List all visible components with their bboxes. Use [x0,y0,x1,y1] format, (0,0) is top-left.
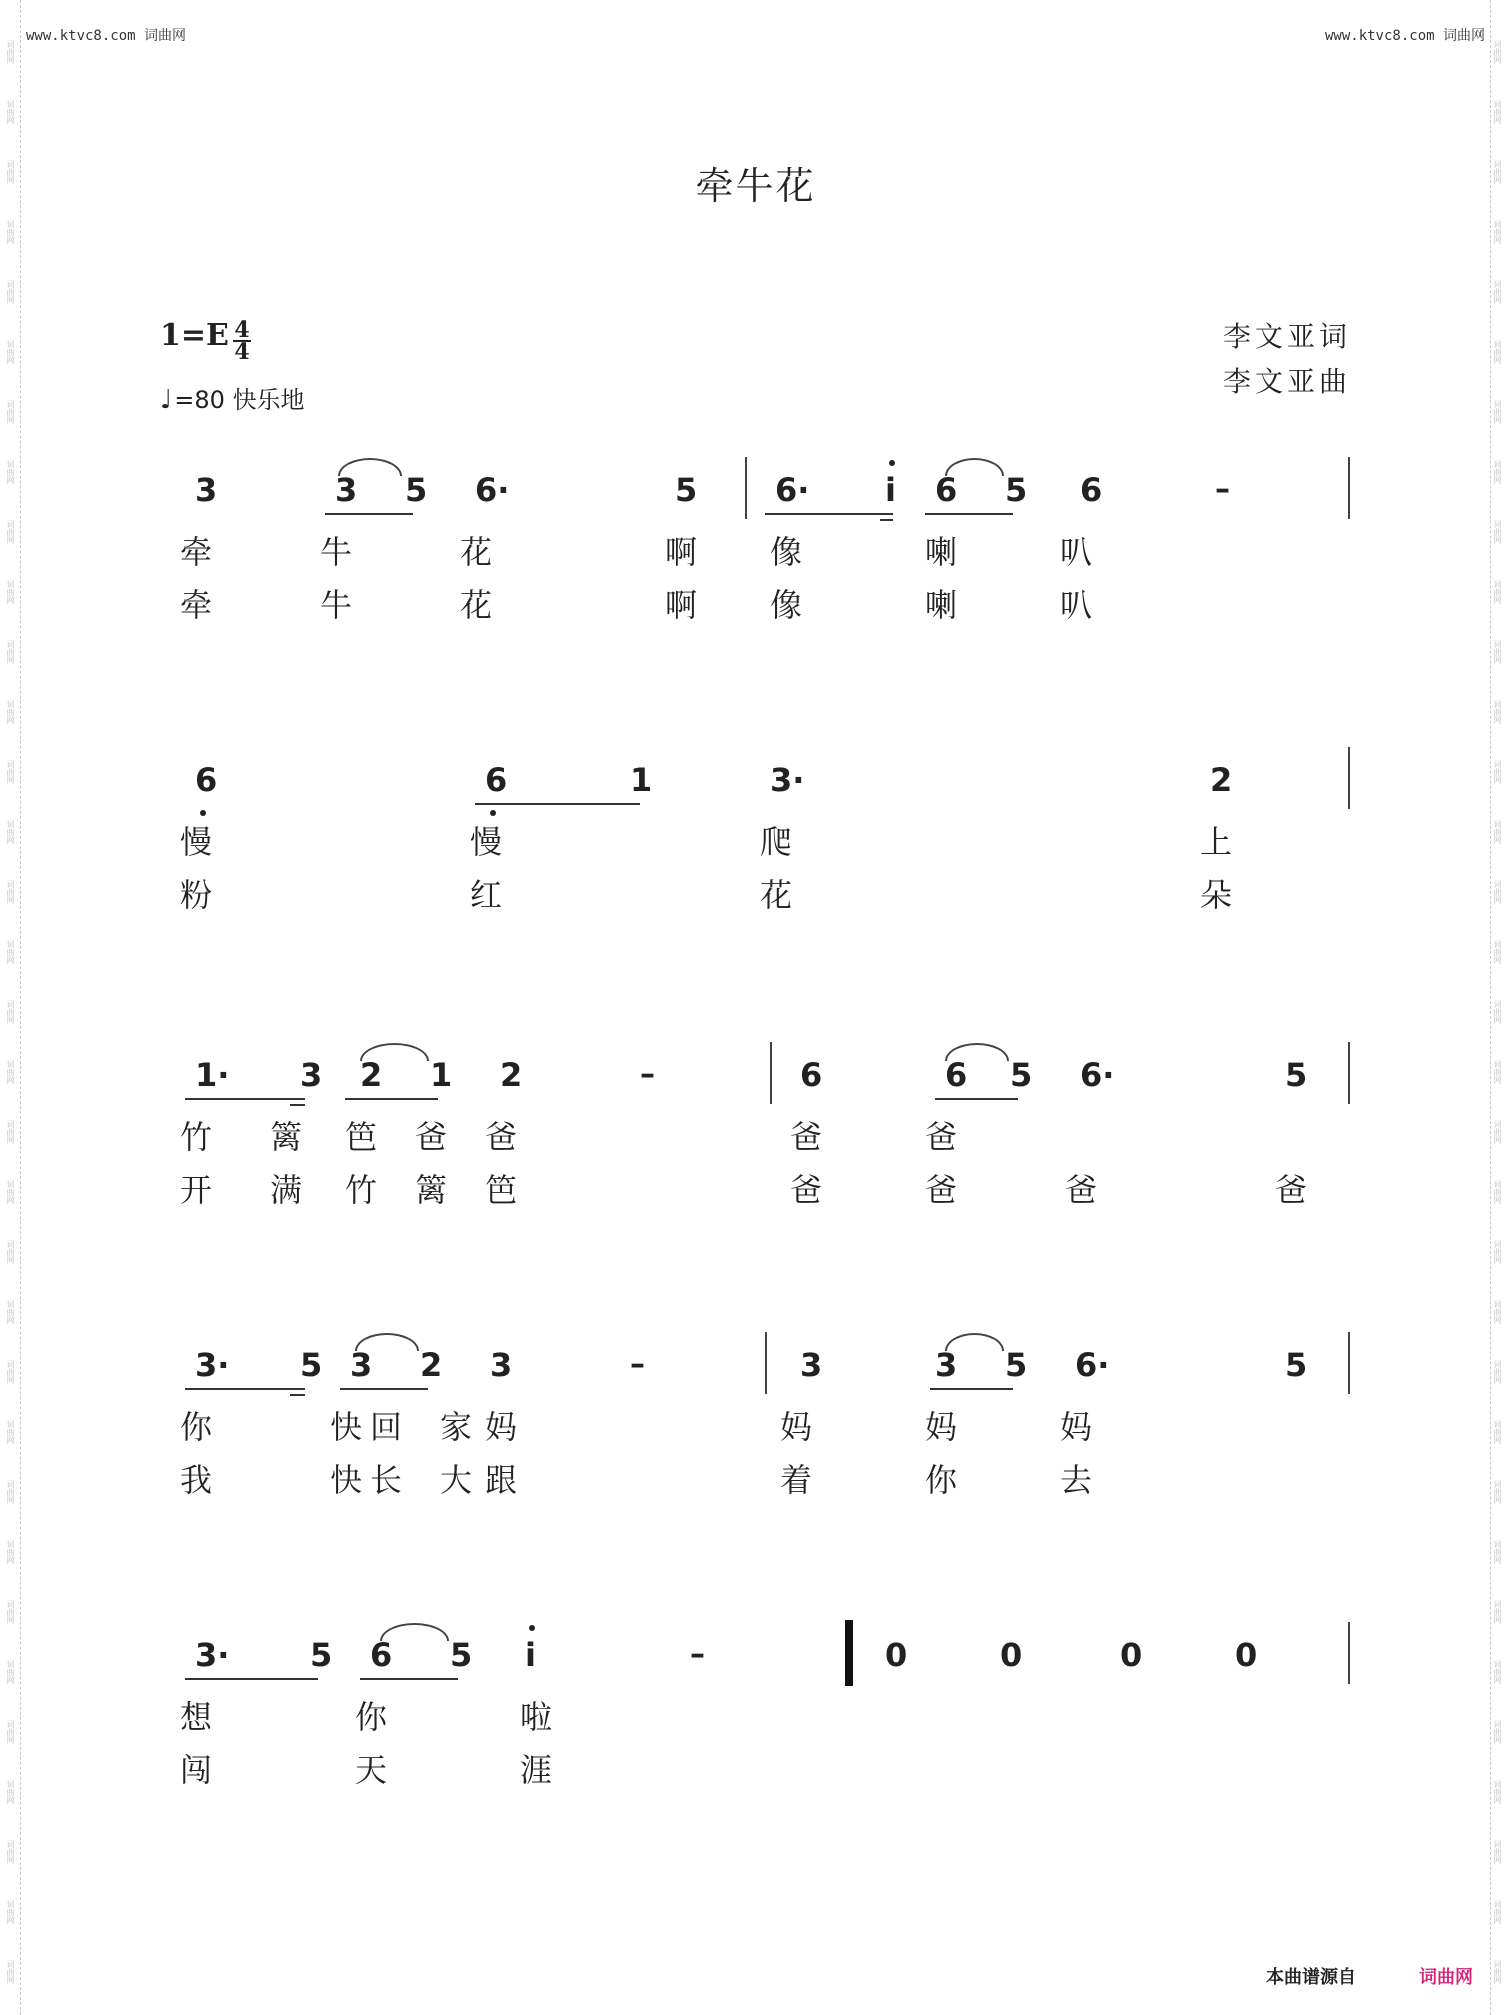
lyric-verse-1: 爸 [485,1118,518,1156]
beam-underline [925,513,1013,515]
rail-watermark: 词曲网 [1493,1720,1502,1744]
jianpu-note: 5 [300,1346,323,1384]
lyric-verse-1: 妈 [925,1408,958,1446]
jianpu-note: 6 [945,1056,968,1094]
lyric-verse-1: 花 [460,533,493,571]
slur-arc [945,1043,1009,1061]
jianpu-note: 3 [490,1346,513,1384]
rail-watermark: 词曲网 [1493,760,1502,784]
jianpu-note: 6 [485,761,508,799]
beam-underline [340,1388,428,1390]
rail-watermark: 词曲网 [6,1840,15,1864]
lyric-verse-1: 妈 [1060,1408,1093,1446]
jianpu-note: 5 [1005,471,1028,509]
rail-watermark: 词曲网 [1493,520,1502,544]
jianpu-note: 3 [935,1346,958,1384]
lyric-verse-2: 爸 [1275,1171,1308,1209]
beam-underline [930,1388,1013,1390]
jianpu-note: 1· [195,1056,230,1094]
rail-watermark: 词曲网 [6,1240,15,1264]
jianpu-note: 5 [405,471,428,509]
rail-watermark: 词曲网 [1493,220,1502,244]
sustain-dash: – [630,1347,645,1382]
lyric-verse-1: 爸 [790,1118,823,1156]
lyric-verse-1: 妈 [780,1408,813,1446]
lyric-verse-1: 爸 [415,1118,448,1156]
rail-watermark: 词曲网 [1493,1780,1502,1804]
rail-watermark: 词曲网 [6,520,15,544]
footer-source: 本曲谱源自 [1266,1967,1356,1988]
barline [770,1042,772,1104]
rail-watermark: 词曲网 [1493,880,1502,904]
lyric-verse-1: 上 [1200,823,1233,861]
time-signature-top: 4 [234,317,250,343]
jianpu-note: 3 [300,1056,323,1094]
lyric-verse-2: 涯 [520,1751,553,1789]
lyric-verse-2: 去 [1060,1461,1093,1499]
beam-underline [475,803,640,805]
rail-watermark: 词曲网 [1493,1660,1502,1684]
lyric-verse-2: 篱 [415,1171,448,1209]
beam-underline [185,1678,318,1680]
beam-underline [360,1678,458,1680]
header-right [1325,25,1485,45]
rail-watermark: 词曲网 [1493,40,1502,64]
lyric-verse-1: 牛 [320,533,353,571]
rail-watermark: 词曲网 [6,1780,15,1804]
rail-watermark: 词曲网 [6,400,15,424]
lyric-verse-2: 快 [330,1461,363,1499]
slur-arc [360,1043,429,1061]
rail-watermark: 词曲网 [1493,1540,1502,1564]
lyric-verse-2: 大 [440,1461,473,1499]
composer-credit: 李文亚曲 [1222,365,1351,398]
lyric-verse-1: 想 [180,1698,213,1736]
rail-watermark: 词曲网 [6,1060,15,1084]
lyric-verse-1: 牵 [180,533,213,571]
jianpu-note: 3 [800,1346,823,1384]
rail-watermark: 词曲网 [6,760,15,784]
lyric-verse-1: 回 [370,1408,403,1446]
slur-arc [380,1623,449,1641]
lyric-verse-1: 你 [180,1408,213,1446]
lyric-verse-2: 花 [760,876,793,914]
jianpu-note: 0 [1120,1636,1143,1674]
rail-watermark: 词曲网 [1493,1240,1502,1264]
jianpu-note: 5 [1285,1056,1308,1094]
slur-arc [338,458,402,476]
tempo-mood: 快乐地 [232,386,305,414]
lyric-verse-1: 啦 [520,1698,553,1736]
octave-dot-below [200,810,206,816]
barline [765,1332,767,1394]
lyric-verse-1: 竹 [180,1118,213,1156]
lyric-verse-2: 我 [180,1461,213,1499]
key-signature: 1=E [160,318,229,353]
sustain-dash: – [1215,472,1230,507]
quarter-note-icon: ♩ [160,385,173,415]
tempo-marking [160,380,305,415]
jianpu-note: 3 [335,471,358,509]
jianpu-note: 2 [420,1346,443,1384]
rail-watermark: 词曲网 [1493,640,1502,664]
rail-watermark: 词曲网 [1493,1300,1502,1324]
rail-watermark: 词曲网 [6,1900,15,1924]
rail-watermark: 词曲网 [6,1120,15,1144]
rail-watermark: 词曲网 [6,1180,15,1204]
rail-watermark: 词曲网 [1493,700,1502,724]
rail-watermark: 词曲网 [1493,1180,1502,1204]
rail-watermark: 词曲网 [6,940,15,964]
barline [1348,747,1350,809]
sustain-dash: – [690,1637,705,1672]
lyric-verse-2: 满 [270,1171,303,1209]
lyric-verse-2: 粉 [180,876,213,914]
slur-arc [355,1333,419,1351]
header-left-site[interactable]: 词曲网 [144,28,187,44]
rail-watermark: 词曲网 [1493,820,1502,844]
lyric-verse-1: 篱 [270,1118,303,1156]
score-system [0,1635,1511,1789]
jianpu-note: 5 [450,1636,473,1674]
lyric-verse-2: 朵 [1200,876,1233,914]
beam-underline [765,513,893,515]
rail-watermark: 词曲网 [6,1480,15,1504]
jianpu-note: 6 [1080,471,1103,509]
rail-watermark: 词曲网 [1493,400,1502,424]
rail-watermark: 词曲网 [6,1360,15,1384]
jianpu-note: i [885,471,896,509]
lyric-verse-2: 花 [460,586,493,624]
lyric-verse-2: 闯 [180,1751,213,1789]
jianpu-note: 5 [310,1636,333,1674]
score-system [0,470,1511,624]
beam-underline-double [880,519,893,521]
beam-underline [185,1098,305,1100]
rail-watermark: 词曲网 [1493,100,1502,124]
barline [1348,1042,1350,1104]
octave-dot-below [490,810,496,816]
rail-watermark: 词曲网 [6,640,15,664]
barline [745,457,747,519]
lyric-verse-2: 牛 [320,586,353,624]
lyric-verse-2: 喇 [925,586,958,624]
slur-arc [945,1333,1004,1351]
jianpu-note: 6 [195,761,218,799]
jianpu-note: 1 [430,1056,453,1094]
jianpu-note: 6· [775,471,810,509]
lyric-verse-2: 开 [180,1171,213,1209]
rail-watermark: 词曲网 [6,1000,15,1024]
octave-dot-above [529,1625,535,1631]
lyric-verse-1: 你 [355,1698,388,1736]
rail-watermark: 词曲网 [6,1300,15,1324]
barline [1348,1622,1350,1684]
lyric-verse-2: 你 [925,1461,958,1499]
rail-watermark: 词曲网 [1493,1900,1502,1924]
jianpu-note: 5 [1010,1056,1033,1094]
rail-watermark: 词曲网 [6,1540,15,1564]
time-signature-bottom: 4 [234,339,250,365]
lyric-verse-2: 像 [770,586,803,624]
lyric-verse-1: 笆 [345,1118,378,1156]
jianpu-note: 3· [195,1346,230,1384]
rail-watermark: 词曲网 [1493,1960,1502,1984]
jianpu-note: 3· [195,1636,230,1674]
lyric-verse-2: 爸 [925,1171,958,1209]
rail-watermark: 词曲网 [6,1660,15,1684]
rail-watermark: 词曲网 [6,1420,15,1444]
lyric-verse-1: 慢 [180,823,213,861]
rail-watermark: 词曲网 [6,340,15,364]
beam-underline [185,1388,305,1390]
header-left-url[interactable]: www.ktvc8.com [26,28,136,44]
octave-dot-above [889,460,895,466]
lyric-verse-1: 像 [770,533,803,571]
jianpu-note: 0 [1235,1636,1258,1674]
lyric-verse-1: 爸 [925,1118,958,1156]
lyric-verse-2: 啊 [665,586,698,624]
barline [1348,1332,1350,1394]
rail-watermark: 词曲网 [6,280,15,304]
time-signature [233,317,251,365]
jianpu-note: 0 [885,1636,908,1674]
rail-watermark: 词曲网 [1493,1480,1502,1504]
rail-watermark: 词曲网 [6,880,15,904]
rail-watermark: 词曲网 [6,100,15,124]
header-left [26,25,186,45]
lyric-verse-2: 红 [470,876,503,914]
lyric-verse-1: 快 [330,1408,363,1446]
jianpu-note: 6· [475,471,510,509]
rail-watermark: 词曲网 [6,700,15,724]
jianpu-note: 5 [1005,1346,1028,1384]
jianpu-note: 6 [800,1056,823,1094]
lyric-verse-1: 啊 [665,533,698,571]
jianpu-note: 3 [195,471,218,509]
rail-watermark: 词曲网 [1493,1600,1502,1624]
rail-watermark: 词曲网 [6,40,15,64]
lyric-verse-2: 爸 [1065,1171,1098,1209]
jianpu-note: 1 [630,761,653,799]
jianpu-note: 3· [770,761,805,799]
lyric-verse-2: 牵 [180,586,213,624]
sustain-dash: – [640,1057,655,1092]
lyric-verse-2: 爸 [790,1171,823,1209]
lyric-verse-1: 家 [440,1408,473,1446]
rail-watermark: 词曲网 [1493,460,1502,484]
jianpu-note: 6· [1080,1056,1115,1094]
jianpu-note: 6 [935,471,958,509]
rail-watermark: 词曲网 [6,460,15,484]
rail-watermark: 词曲网 [6,1960,15,1984]
header-right-url[interactable]: www.ktvc8.com [1324,28,1435,44]
jianpu-note: 2 [1210,761,1233,799]
jianpu-note: 6· [1075,1346,1110,1384]
lyric-verse-2: 跟 [485,1461,518,1499]
rail-watermark: 词曲网 [6,1600,15,1624]
rail-watermark: 词曲网 [1493,280,1502,304]
beam-underline-double [290,1104,305,1106]
jianpu-note: 6 [370,1636,393,1674]
beam-underline [345,1098,438,1100]
rail-watermark: 词曲网 [1493,1120,1502,1144]
rail-watermark: 词曲网 [6,580,15,604]
jianpu-note: i [525,1636,536,1674]
rail-watermark: 词曲网 [1493,1420,1502,1444]
lyric-verse-1: 慢 [470,823,503,861]
jianpu-note: 3 [350,1346,373,1384]
rail-watermark: 词曲网 [1493,340,1502,364]
jianpu-note: 5 [1285,1346,1308,1384]
rail-watermark: 词曲网 [1493,1840,1502,1864]
jianpu-note: 2 [500,1056,523,1094]
lyric-verse-2: 笆 [485,1171,518,1209]
rail-watermark: 词曲网 [1493,1360,1502,1384]
lyric-verse-1: 爬 [760,823,793,861]
beam-underline-double [290,1394,305,1396]
jianpu-note: 0 [1000,1636,1023,1674]
lyric-verse-1: 喇 [925,533,958,571]
header-right-site[interactable]: 词曲网 [1443,28,1485,44]
lyric-verse-1: 妈 [485,1408,518,1446]
rail-watermark: 词曲网 [1493,160,1502,184]
slur-arc [945,458,1004,476]
rail-watermark: 词曲网 [1493,1000,1502,1024]
rail-watermark: 词曲网 [6,820,15,844]
rail-watermark: 词曲网 [1493,940,1502,964]
lyric-verse-2: 长 [370,1461,403,1499]
tempo-value: =80 [174,386,225,414]
double-barline [845,1620,853,1686]
jianpu-note: 5 [675,471,698,509]
footer-site[interactable]: 词曲网 [1419,1967,1473,1988]
lyric-verse-2: 天 [355,1751,388,1789]
lyric-verse-2: 叭 [1060,586,1093,624]
jianpu-note: 2 [360,1056,383,1094]
beam-underline [325,513,413,515]
beam-underline [935,1098,1018,1100]
lyric-verse-1: 叭 [1060,533,1093,571]
lyric-verse-2: 着 [780,1461,813,1499]
rail-watermark: 词曲网 [6,1720,15,1744]
song-title: 牵牛花 [695,164,816,208]
rail-watermark: 词曲网 [6,160,15,184]
rail-watermark: 词曲网 [6,220,15,244]
lyric-verse-2: 竹 [345,1171,378,1209]
lyricist-credit: 李文亚词 [1222,320,1351,353]
rail-watermark: 词曲网 [1493,580,1502,604]
barline [1348,457,1350,519]
rail-watermark: 词曲网 [1493,1060,1502,1084]
